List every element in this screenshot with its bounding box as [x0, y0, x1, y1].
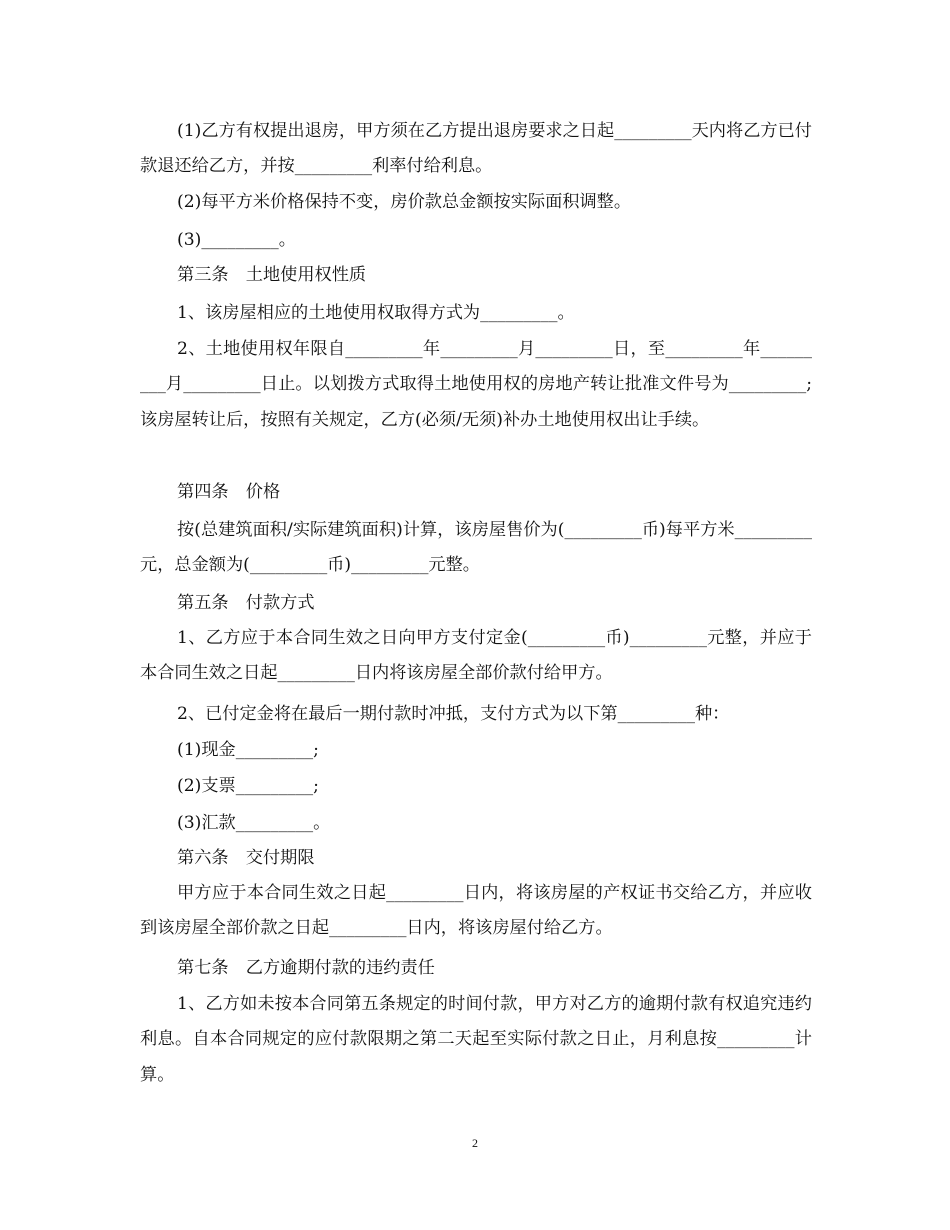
heading-article-3: 第三条 土地使用权性质: [177, 265, 367, 285]
heading-article-7: 第七条 乙方逾期付款的违约责任: [177, 958, 435, 978]
paragraph-land-term: 2、土地使用权年限自_________年_________月_________日，至_________年_________月_________日止。以划拨方式取得土地使用权的房地产转让批准文件号为_________;该房屋转让后，按照有关规定，乙方(必须/无须)补办土地使用权出让手续。: [140, 339, 812, 430]
paragraph-option-3: (3)_________。: [177, 230, 296, 250]
list-item-transfer: (3)汇款_________。: [177, 813, 331, 833]
paragraph-deposit: 1、乙方应于本合同生效之日向甲方支付定金(_________币)_________元整，并应于本合同生效之日起_________日内将该房屋全部价款付给甲方。: [140, 628, 812, 684]
heading-article-6: 第六条 交付期限: [177, 848, 315, 868]
paragraph-price: 按(总建筑面积/实际建筑面积)计算，该房屋售价为(_________币)每平方米_________元，总金额为(_________币)_________元整。: [140, 520, 812, 576]
paragraph-land-acquisition: 1、该房屋相应的土地使用权取得方式为_________。: [177, 303, 575, 323]
page-number: 2: [472, 1136, 478, 1150]
paragraph-refund-right: (1)乙方有权提出退房，甲方须在乙方提出退房要求之日起_________天内将乙方已付款退还给乙方，并按_________利率付给利息。: [140, 121, 812, 177]
paragraph-late-payment: 1、乙方如未按本合同第五条规定的时间付款，甲方对乙方的逾期付款有权追究违约利息。自本合同规定的应付款限期之第二天起至实际付款之日止，月利息按_________计算。: [140, 994, 812, 1085]
paragraph-payment-method: 2、已付定金将在最后一期付款时冲抵，支付方式为以下第_________种：: [177, 704, 730, 724]
paragraph-delivery: 甲方应于本合同生效之日起_________日内，将该房屋的产权证书交给乙方，并应收到该房屋全部价款之日起_________日内，将该房屋付给乙方。: [140, 883, 812, 939]
list-item-check: (2)支票_________;: [177, 776, 319, 796]
list-item-cash: (1)现金_________;: [177, 740, 319, 760]
heading-article-4: 第四条 价格: [177, 482, 281, 502]
paragraph-price-unchanged: (2)每平方米价格保持不变，房价款总金额按实际面积调整。: [177, 192, 632, 212]
heading-article-5: 第五条 付款方式: [177, 593, 315, 613]
